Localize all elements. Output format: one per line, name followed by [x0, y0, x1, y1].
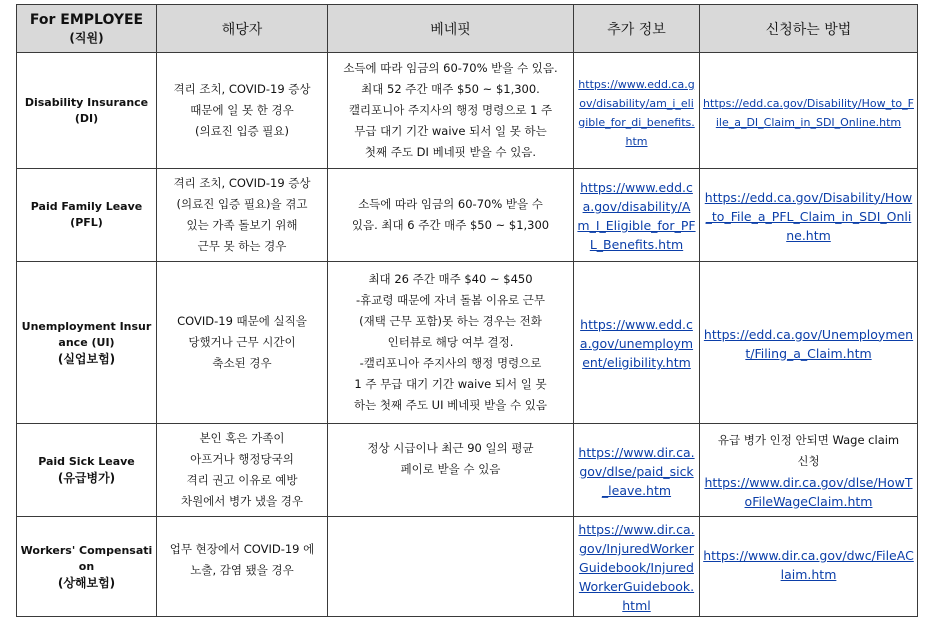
info-cell [574, 517, 700, 617]
program-cell [17, 53, 157, 169]
program-cell [17, 424, 157, 517]
table-row [17, 424, 918, 517]
apply-link[interactable]: https://edd.ca.gov/Disability/How_to_File_a_DI_Claim_in_SDI_Online.htm [703, 96, 914, 129]
eligible-line: COVID-19 때문에 실직을 [177, 314, 307, 328]
eligible-cell [157, 424, 328, 517]
benefit-cell [328, 517, 574, 617]
header-info: 추가 정보 [574, 5, 700, 53]
benefit-cell [328, 262, 574, 424]
program-cell [17, 262, 157, 424]
eligible-line: 차원에서 병가 냈을 경우 [180, 494, 304, 508]
benefit-cell [328, 424, 574, 517]
apply-note-line: 유급 병가 인정 안되면 Wage claim [717, 433, 900, 447]
program-cell [17, 169, 157, 262]
eligible-line: 때문에 일 못 한 경우 [190, 103, 294, 117]
program-abbr: (유급병가) [57, 471, 116, 485]
apply-note-line: 신청 [797, 454, 820, 468]
benefit-line: 캘리포니아 주지사의 행정 명령으로 1 주 [348, 103, 553, 117]
eligible-line: 축소된 경우 [212, 356, 272, 370]
table-row [17, 169, 918, 262]
apply-link[interactable]: https://www.dir.ca.gov/dlse/HowToFileWageClaim.htm [704, 475, 913, 509]
header-employee-ko: (직원) [69, 30, 104, 45]
info-cell [574, 53, 700, 169]
employee-benefits-table [16, 4, 918, 617]
program-abbr: (상해보험) [57, 575, 116, 590]
header-apply: 신청하는 방법 [700, 5, 918, 53]
benefit-line: 최대 26 주간 매주 $40 ~ $450 [368, 272, 533, 286]
program-name: Disability Insurance [24, 95, 149, 109]
apply-cell [700, 262, 918, 424]
program-name: Paid Family Leave [30, 200, 143, 213]
info-cell [574, 169, 700, 262]
apply-link[interactable]: https://edd.ca.gov/Unemployment/Filing_a_Claim.htm [703, 326, 914, 361]
apply-cell [700, 169, 918, 262]
info-cell [574, 262, 700, 424]
program-name: Paid Sick Leave [38, 455, 135, 468]
header-employee-label: For EMPLOYEE [29, 11, 144, 28]
benefit-cell [328, 53, 574, 169]
benefit-line: (재택 근무 포함)못 하는 경우는 전화 [359, 314, 542, 328]
benefit-line: 인터뷰로 해당 여부 결정. [387, 335, 514, 349]
eligible-line: 있는 가족 돌보기 위해 [186, 218, 298, 232]
table-row [17, 517, 918, 617]
program-abbr: (PFL) [70, 216, 103, 229]
benefit-line: 소득에 따라 임금의 60-70% 받을 수 있음. [343, 61, 558, 75]
eligible-cell [157, 169, 328, 262]
info-link[interactable]: https://www.edd.ca.gov/unemployment/eligibility.htm [579, 317, 694, 370]
program-abbr: (DI) [74, 111, 99, 125]
eligible-cell [157, 262, 328, 424]
eligible-line: 격리 조치, COVID-19 증상 [173, 176, 311, 190]
info-cell [574, 424, 700, 517]
table-row [17, 53, 918, 169]
apply-cell [700, 517, 918, 617]
apply-cell [700, 424, 918, 517]
eligible-line: 아프거나 행정당국의 [190, 452, 294, 466]
benefit-line: 페이로 받을 수 있음 [400, 462, 501, 476]
apply-link[interactable]: https://edd.ca.gov/Disability/How_to_File_a_PFL_Claim_in_SDI_Online.htm [704, 189, 913, 243]
program-cell [17, 517, 157, 617]
table-row [17, 262, 918, 424]
benefit-line: 첫째 주도 DI 베네핏 받을 수 있음. [364, 145, 537, 159]
program-name: Unemployment Insurance (UI) [21, 319, 152, 349]
benefit-line: -휴교령 때문에 자녀 돌봄 이유로 근무 [355, 293, 546, 307]
info-link[interactable]: https://www.edd.ca.gov/disability/Am_I_Eligible_for_PFL_Benefits.htm [577, 180, 696, 252]
benefit-line: 소득에 따라 임금의 60-70% 받을 수 [358, 197, 543, 211]
program-name: Workers' Compensation [20, 543, 153, 573]
header-employee [17, 5, 157, 53]
benefit-line: 하는 첫째 주도 UI 베네핏 받을 수 있음 [354, 398, 547, 412]
eligible-line: 본인 혹은 가족이 [199, 431, 285, 445]
info-link[interactable]: https://www.edd.ca.gov/disability/am_i_eligible_for_di_benefits.htm [578, 77, 695, 148]
info-link[interactable]: https://www.dir.ca.gov/InjuredWorkerGuidebook/InjuredWorkerGuidebook.html [578, 522, 695, 613]
header-eligible: 해당자 [157, 5, 328, 53]
program-abbr: (실업보험) [57, 351, 116, 366]
eligible-line: 격리 조치, COVID-19 증상 [173, 82, 311, 96]
eligible-line: 근무 못 하는 경우 [197, 239, 287, 253]
eligible-cell [157, 53, 328, 169]
benefit-cell [328, 169, 574, 262]
benefit-line: 최대 52 주간 매주 $50 ~ $1,300. [361, 82, 540, 96]
benefit-line: -캘리포니아 주지사의 행정 명령으로 [359, 356, 542, 370]
eligible-line: (의료진 입증 필요)을 겪고 [176, 197, 308, 211]
eligible-line: 격리 권고 이유로 예방 [186, 473, 298, 487]
eligible-line: (의료진 입증 필요) [194, 124, 290, 138]
benefit-line: 1 주 무급 대기 기간 waive 되서 일 못 [354, 377, 547, 391]
benefit-line: 있음. 최대 6 주간 매주 $50 ~ $1,300 [351, 218, 550, 232]
benefit-line: 정상 시급이나 최근 90 일의 평균 [367, 441, 534, 455]
eligible-line: 당했거나 근무 시간이 [188, 335, 296, 349]
header-benefit: 베네핏 [328, 5, 574, 53]
info-link[interactable]: https://www.dir.ca.gov/dlse/paid_sick_leave.htm [578, 444, 695, 498]
eligible-cell [157, 517, 328, 617]
apply-cell [700, 53, 918, 169]
eligible-line: 업무 현장에서 COVID-19 에 [169, 542, 315, 556]
apply-link[interactable]: https://www.dir.ca.gov/dwc/FileAClaim.htm [703, 548, 914, 582]
eligible-line: 노출, 감염 됐을 경우 [190, 563, 294, 577]
header-row [17, 5, 918, 53]
benefit-line: 무급 대기 기간 waive 되서 일 못 하는 [354, 124, 547, 138]
